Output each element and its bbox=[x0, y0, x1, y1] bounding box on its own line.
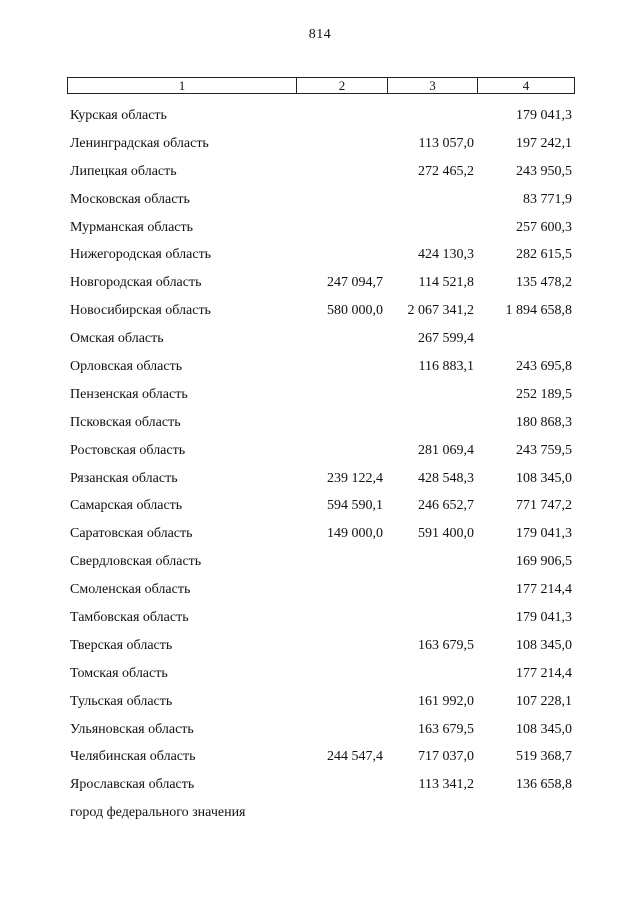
value-col-3: 272 465,2 bbox=[418, 163, 474, 179]
region-name: Томская область bbox=[70, 665, 168, 681]
region-name: Тамбовская область bbox=[70, 610, 189, 626]
region-name: Самарская область bbox=[70, 498, 183, 514]
value-col-3: 163 679,5 bbox=[418, 721, 474, 737]
table-row bbox=[0, 243, 640, 271]
value-col-2: 580 000,0 bbox=[327, 303, 383, 319]
value-col-4: 108 345,0 bbox=[516, 721, 572, 737]
value-col-4: 282 615,5 bbox=[516, 247, 572, 263]
value-col-4: 107 228,1 bbox=[516, 693, 572, 709]
value-col-4: 243 950,5 bbox=[516, 163, 572, 179]
table-row bbox=[0, 550, 640, 578]
table-row bbox=[0, 411, 640, 439]
value-col-4: 177 214,4 bbox=[516, 665, 572, 681]
value-col-4: 179 041,3 bbox=[516, 108, 572, 123]
region-name: Свердловская область bbox=[70, 554, 202, 570]
value-col-3: 161 992,0 bbox=[418, 693, 474, 709]
value-col-3: 591 400,0 bbox=[418, 526, 474, 542]
region-name: Тульская область bbox=[70, 693, 173, 709]
value-col-4: 136 658,8 bbox=[516, 777, 572, 793]
region-name: Тверская область bbox=[70, 637, 173, 653]
table-row bbox=[0, 439, 640, 467]
region-name: Новосибирская область bbox=[70, 303, 211, 319]
value-col-4: 197 242,1 bbox=[516, 135, 572, 151]
region-name: Орловская область bbox=[70, 359, 183, 375]
value-col-4: 177 214,4 bbox=[516, 582, 572, 598]
region-name: город федерального значения bbox=[70, 805, 246, 821]
region-name: Рязанская область bbox=[70, 470, 178, 486]
table-row bbox=[0, 327, 640, 355]
region-name: Нижегородская область bbox=[70, 247, 212, 263]
value-col-4: 180 868,3 bbox=[516, 414, 572, 430]
header-col-4: 4 bbox=[477, 78, 574, 93]
table-row bbox=[0, 494, 640, 522]
table-row bbox=[0, 745, 640, 773]
value-col-3: 114 521,8 bbox=[418, 275, 474, 291]
region-name: Новгородская область bbox=[70, 275, 202, 291]
region-name: Ярославская область bbox=[70, 777, 195, 793]
table-row bbox=[0, 160, 640, 188]
value-col-4: 771 747,2 bbox=[516, 498, 572, 514]
value-col-3: 428 548,3 bbox=[418, 470, 474, 486]
value-col-4: 257 600,3 bbox=[516, 219, 572, 235]
value-col-4: 83 771,9 bbox=[523, 191, 572, 207]
value-col-2: 594 590,1 bbox=[327, 498, 383, 514]
region-name: Смоленская область bbox=[70, 582, 191, 598]
header-col-1: 1 bbox=[178, 78, 186, 93]
region-name: Ульяновская область bbox=[70, 721, 194, 737]
table-row bbox=[0, 132, 640, 160]
value-col-3: 2 067 341,2 bbox=[407, 303, 474, 319]
table-header bbox=[67, 77, 575, 94]
value-col-3: 116 883,1 bbox=[418, 359, 474, 375]
table-row bbox=[0, 662, 640, 690]
table-row bbox=[0, 801, 640, 829]
value-col-2: 149 000,0 bbox=[327, 526, 383, 542]
table-row bbox=[0, 718, 640, 746]
value-col-4: 169 906,5 bbox=[516, 554, 572, 570]
table-row bbox=[0, 578, 640, 606]
header-col-3: 3 bbox=[387, 78, 477, 93]
value-col-2: 244 547,4 bbox=[327, 749, 383, 765]
region-name: Саратовская область bbox=[70, 526, 193, 542]
region-name: Пензенская область bbox=[70, 386, 188, 402]
table-row bbox=[0, 522, 640, 550]
value-col-3: 246 652,7 bbox=[418, 498, 474, 514]
value-col-4: 252 189,5 bbox=[516, 386, 572, 402]
value-col-4: 179 041,3 bbox=[516, 526, 572, 542]
value-col-3: 113 057,0 bbox=[418, 135, 474, 151]
value-col-3: 267 599,4 bbox=[418, 331, 474, 347]
table-row bbox=[0, 104, 640, 132]
table-row bbox=[0, 467, 640, 495]
value-col-3: 717 037,0 bbox=[418, 749, 474, 765]
value-col-3: 113 341,2 bbox=[418, 777, 474, 793]
table-row bbox=[0, 271, 640, 299]
value-col-4: 135 478,2 bbox=[516, 275, 572, 291]
region-name: Мурманская область bbox=[70, 219, 194, 235]
table-row bbox=[0, 188, 640, 216]
value-col-4: 179 041,3 bbox=[516, 610, 572, 626]
value-col-3: 281 069,4 bbox=[418, 442, 474, 458]
table-row bbox=[0, 690, 640, 718]
table-row bbox=[0, 355, 640, 383]
region-name: Московская область bbox=[70, 191, 190, 207]
table-row bbox=[0, 606, 640, 634]
table-row bbox=[0, 634, 640, 662]
table-row bbox=[0, 383, 640, 411]
table-row bbox=[0, 216, 640, 244]
value-col-4: 243 759,5 bbox=[516, 442, 572, 458]
value-col-4: 519 368,7 bbox=[516, 749, 572, 765]
value-col-4: 108 345,0 bbox=[516, 637, 572, 653]
table-body bbox=[0, 104, 640, 829]
region-name: Курская область bbox=[70, 108, 167, 123]
value-col-4: 108 345,0 bbox=[516, 470, 572, 486]
value-col-4: 1 894 658,8 bbox=[505, 303, 572, 319]
region-name: Омская область bbox=[70, 331, 164, 347]
region-name: Ленинградская область bbox=[70, 135, 209, 151]
value-col-2: 239 122,4 bbox=[327, 470, 383, 486]
value-col-3: 163 679,5 bbox=[418, 637, 474, 653]
value-col-2: 247 094,7 bbox=[327, 275, 383, 291]
region-name: Ростовская область bbox=[70, 442, 186, 458]
region-name: Челябинская область bbox=[70, 749, 196, 765]
value-col-4: 243 695,8 bbox=[516, 359, 572, 375]
header-col-2: 2 bbox=[296, 78, 387, 93]
region-name: Липецкая область bbox=[70, 163, 177, 179]
region-name: Псковская область bbox=[70, 414, 181, 430]
table-row bbox=[0, 299, 640, 327]
table-row bbox=[0, 773, 640, 801]
value-col-3: 424 130,3 bbox=[418, 247, 474, 263]
page-number: 814 bbox=[308, 27, 332, 42]
